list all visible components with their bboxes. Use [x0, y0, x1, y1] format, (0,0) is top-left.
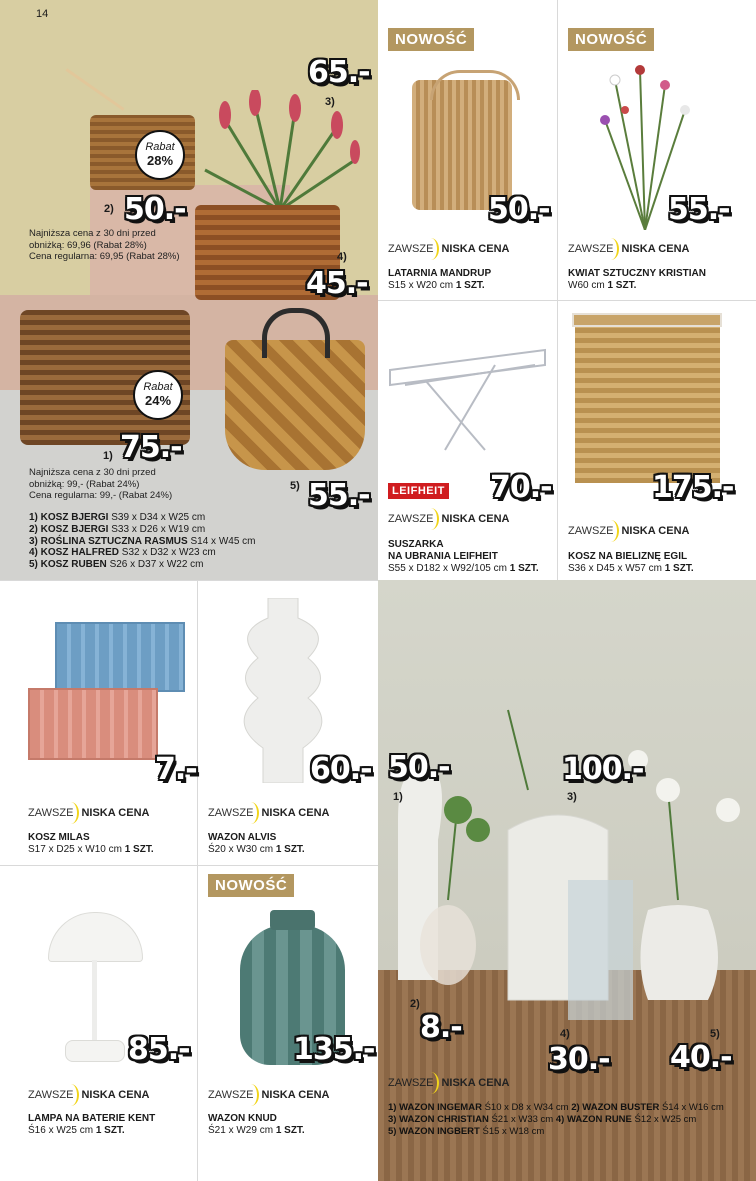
- price-tag: 60.-: [310, 752, 372, 787]
- price-tag: 100.-: [562, 752, 644, 787]
- price-tag: 45.-: [306, 266, 368, 301]
- item-name: 3) WAZON CHRISTIAN: [388, 1114, 489, 1125]
- rabat-badge-28: [135, 130, 185, 180]
- item-spec: S33 x D26 x W19 cm: [111, 523, 206, 535]
- laundry-basket-image: [575, 318, 720, 483]
- rabat-value: 24%: [144, 393, 172, 408]
- lamp-base: [65, 1040, 125, 1062]
- divider: [557, 0, 558, 580]
- lantern-handle: [430, 70, 520, 100]
- clothes-dryer-image: [385, 340, 550, 455]
- rabat-badge-24: [133, 370, 183, 420]
- price-tag: 85.-: [128, 1032, 190, 1067]
- note-line: obniżką: 69,96 (Rabat 28%): [29, 239, 147, 251]
- crate-pink-image: [28, 688, 158, 760]
- product-title: SUSZARKA: [388, 539, 444, 550]
- page-number: 14: [36, 8, 49, 20]
- item-name: 2) WAZON BUSTER: [571, 1102, 660, 1113]
- item-spec: Ś21 x W33 cm: [491, 1114, 554, 1125]
- item-name: 2) KOSZ BJERGI: [29, 523, 109, 535]
- divider: [197, 581, 198, 1181]
- yellow-arc-icon: [603, 520, 619, 542]
- price-tag: 175.-: [652, 470, 734, 505]
- leifheit-logo: LEIFHEIT: [388, 483, 449, 499]
- niska-cena-label: NISKA CENA: [81, 1089, 150, 1101]
- item-name: 1) KOSZ BJERGI: [29, 512, 109, 523]
- product-spec: [208, 844, 305, 856]
- item-number: 3): [325, 96, 335, 108]
- hero-bottom-item-list: [388, 1102, 724, 1138]
- yellow-arc-icon: [603, 238, 619, 260]
- zawsze-label: ZAWSZE: [28, 807, 74, 819]
- lamp-stem: [92, 960, 97, 1040]
- vase-knud-neck: [270, 910, 315, 930]
- zawsze-label: ZAWSZE: [388, 513, 434, 525]
- niska-cena-label: NISKA CENA: [261, 807, 330, 819]
- spec-text: Ś16 x W25 cm: [28, 1125, 94, 1136]
- product-spec: [388, 563, 539, 575]
- yellow-arc-icon: [63, 1084, 79, 1106]
- item-number: 2): [104, 203, 114, 215]
- product-spec: [568, 563, 694, 575]
- item-number: 3): [567, 791, 577, 803]
- spec-text: S55 x D182 x W92/105 cm: [388, 563, 507, 574]
- item-spec: S39 x D34 x W25 cm: [111, 512, 206, 523]
- niska-cena-label: NISKA CENA: [441, 243, 510, 255]
- qty-text: 1 SZT.: [607, 280, 637, 291]
- zawsze-niska-cena: [568, 238, 689, 260]
- item-line: [388, 1114, 724, 1126]
- knitting-needles: [65, 68, 124, 111]
- item-number: 5): [290, 480, 300, 492]
- zawsze-label: ZAWSZE: [388, 243, 434, 255]
- yellow-arc-icon: [63, 802, 79, 824]
- item-number: 1): [103, 450, 113, 462]
- product-spec: [28, 844, 154, 856]
- spec-text: W60 cm: [568, 280, 605, 291]
- note-line: Cena regularna: 69,95 (Rabat 28%): [29, 251, 180, 262]
- zawsze-niska-cena: [388, 238, 509, 260]
- item-spec: S14 x W45 cm: [190, 535, 256, 547]
- niska-cena-label: NISKA CENA: [621, 243, 690, 255]
- item-line: [29, 524, 256, 536]
- price-note-2: [29, 228, 180, 263]
- item-spec: Ś10 x D8 x W34 cm: [484, 1102, 569, 1113]
- zawsze-niska-cena: [568, 520, 689, 542]
- zawsze-niska-cena: [28, 802, 149, 824]
- price-tag: 55.-: [668, 192, 730, 227]
- crate-blue-image: [55, 622, 185, 692]
- qty-text: 1 SZT.: [275, 1125, 305, 1136]
- note-line: Najniższa cena z 30 dni przed: [29, 467, 156, 478]
- rabat-value: 28%: [146, 153, 174, 168]
- product-title: LAMPA NA BATERIE KENT: [28, 1113, 156, 1124]
- note-line: Cena regularna: 99,- (Rabat 24%): [29, 490, 173, 501]
- price-note-1: [29, 467, 172, 502]
- item-name: 1) WAZON INGEMAR: [388, 1102, 482, 1113]
- divider: [0, 580, 378, 581]
- product-spec: [388, 280, 485, 292]
- rabat-label: Rabat: [145, 141, 175, 153]
- item-line: [388, 1126, 724, 1138]
- zawsze-niska-cena: [208, 1084, 329, 1106]
- qty-text: 1 SZT.: [455, 280, 485, 291]
- zawsze-niska-cena: [388, 508, 509, 530]
- product-title: WAZON ALVIS: [208, 832, 277, 843]
- rabat-label: Rabat: [143, 381, 173, 393]
- qty-text: 1 SZT.: [664, 563, 694, 574]
- qty-text: 1 SZT.: [509, 563, 539, 574]
- item-spec: Ś12 x W25 cm: [634, 1114, 697, 1125]
- new-badge: NOWOŚĆ: [388, 28, 474, 51]
- product-spec: [568, 280, 636, 292]
- lamp-shade-image: [48, 912, 143, 962]
- item-line: [29, 512, 256, 524]
- niska-cena-label: NISKA CENA: [261, 1089, 330, 1101]
- product-spec: [208, 1125, 305, 1137]
- product-title: KOSZ NA BIELIZNĘ EGIL: [568, 551, 688, 562]
- yellow-arc-icon: [423, 238, 439, 260]
- price-tag: 30.-: [548, 1042, 610, 1077]
- spec-text: S36 x D45 x W57 cm: [568, 563, 662, 574]
- product-title: KWIAT SZTUCZNY KRISTIAN: [568, 268, 706, 279]
- niska-cena-label: NISKA CENA: [621, 525, 690, 537]
- item-line: [29, 559, 256, 571]
- zawsze-label: ZAWSZE: [568, 243, 614, 255]
- product-title: WAZON KNUD: [208, 1113, 277, 1124]
- spec-text: S17 x D25 x W10 cm: [28, 844, 122, 855]
- zawsze-label: ZAWSZE: [568, 525, 614, 537]
- zawsze-niska-cena: [28, 1084, 149, 1106]
- yellow-arc-icon: [423, 508, 439, 530]
- price-tag: 50.-: [388, 750, 450, 785]
- zawsze-label: ZAWSZE: [388, 1077, 434, 1089]
- basket-ruben-image: [225, 340, 365, 470]
- price-tag: 135.-: [293, 1032, 375, 1067]
- yellow-arc-icon: [423, 1072, 439, 1094]
- item-name: 5) WAZON INGBERT: [388, 1126, 480, 1137]
- qty-text: 1 SZT.: [275, 844, 305, 855]
- product-title: NA UBRANIA LEIFHEIT: [388, 551, 498, 562]
- price-tag: 50.-: [124, 192, 186, 227]
- price-tag: 40.-: [670, 1040, 732, 1075]
- hero-top-item-list: [29, 512, 256, 571]
- product-title: KOSZ MILAS: [28, 832, 90, 843]
- zawsze-niska-cena: [208, 802, 329, 824]
- qty-text: 1 SZT.: [124, 844, 154, 855]
- price-tag: 8.-: [420, 1010, 462, 1045]
- item-spec: Ś15 x W18 cm: [482, 1126, 545, 1137]
- item-spec: S32 x D32 x W23 cm: [121, 547, 216, 559]
- niska-cena-label: NISKA CENA: [441, 513, 510, 525]
- zawsze-label: ZAWSZE: [28, 1089, 74, 1101]
- item-number: 4): [337, 251, 347, 263]
- laundry-basket-lid: [572, 313, 722, 327]
- qty-text: 1 SZT.: [95, 1125, 125, 1136]
- niska-cena-label: NISKA CENA: [441, 1077, 510, 1089]
- item-name: 4) KOSZ HALFRED: [29, 547, 119, 559]
- item-name: 5) KOSZ RUBEN: [29, 559, 107, 571]
- zawsze-niska-cena: [388, 1072, 509, 1094]
- divider: [0, 865, 378, 866]
- spec-text: Ś21 x W29 cm: [208, 1125, 274, 1136]
- price-tag: 50.-: [488, 192, 550, 227]
- yellow-arc-icon: [243, 802, 259, 824]
- basket-handle: [262, 308, 330, 358]
- item-name: 3) ROŚLINA SZTUCZNA RASMUS: [29, 535, 188, 547]
- niska-cena-label: NISKA CENA: [81, 807, 150, 819]
- zawsze-label: ZAWSZE: [208, 807, 254, 819]
- price-tag: 55.-: [308, 478, 370, 513]
- product-title: LATARNIA MANDRUP: [388, 268, 492, 279]
- product-spec: [28, 1125, 125, 1137]
- item-line: [29, 536, 256, 548]
- spec-text: S15 x W20 cm: [388, 280, 454, 291]
- item-number: 4): [560, 1028, 570, 1040]
- vases-arrangement-image: [378, 700, 756, 1020]
- item-number: 5): [710, 1028, 720, 1040]
- note-line: Najniższa cena z 30 dni przed: [29, 228, 156, 239]
- item-number: 2): [410, 998, 420, 1010]
- item-line: [388, 1102, 724, 1114]
- item-spec: Ś14 x W16 cm: [661, 1102, 724, 1113]
- new-badge: NOWOŚĆ: [208, 874, 294, 897]
- plant-rasmus-image: [195, 90, 365, 210]
- note-line: obniżką: 99,- (Rabat 24%): [29, 478, 140, 490]
- zawsze-label: ZAWSZE: [208, 1089, 254, 1101]
- spec-text: Ś20 x W30 cm: [208, 844, 274, 855]
- price-tag: 75.-: [120, 430, 182, 465]
- yellow-arc-icon: [243, 1084, 259, 1106]
- item-number: 1): [393, 791, 403, 803]
- divider: [378, 300, 756, 301]
- price-tag: 65.-: [308, 55, 370, 90]
- new-badge: NOWOŚĆ: [568, 28, 654, 51]
- price-tag: 70.-: [490, 470, 552, 505]
- item-name: 4) WAZON RUNE: [555, 1114, 632, 1125]
- item-spec: S26 x D37 x W22 cm: [109, 559, 204, 571]
- item-line: [29, 547, 256, 559]
- price-tag: 7.-: [155, 752, 197, 787]
